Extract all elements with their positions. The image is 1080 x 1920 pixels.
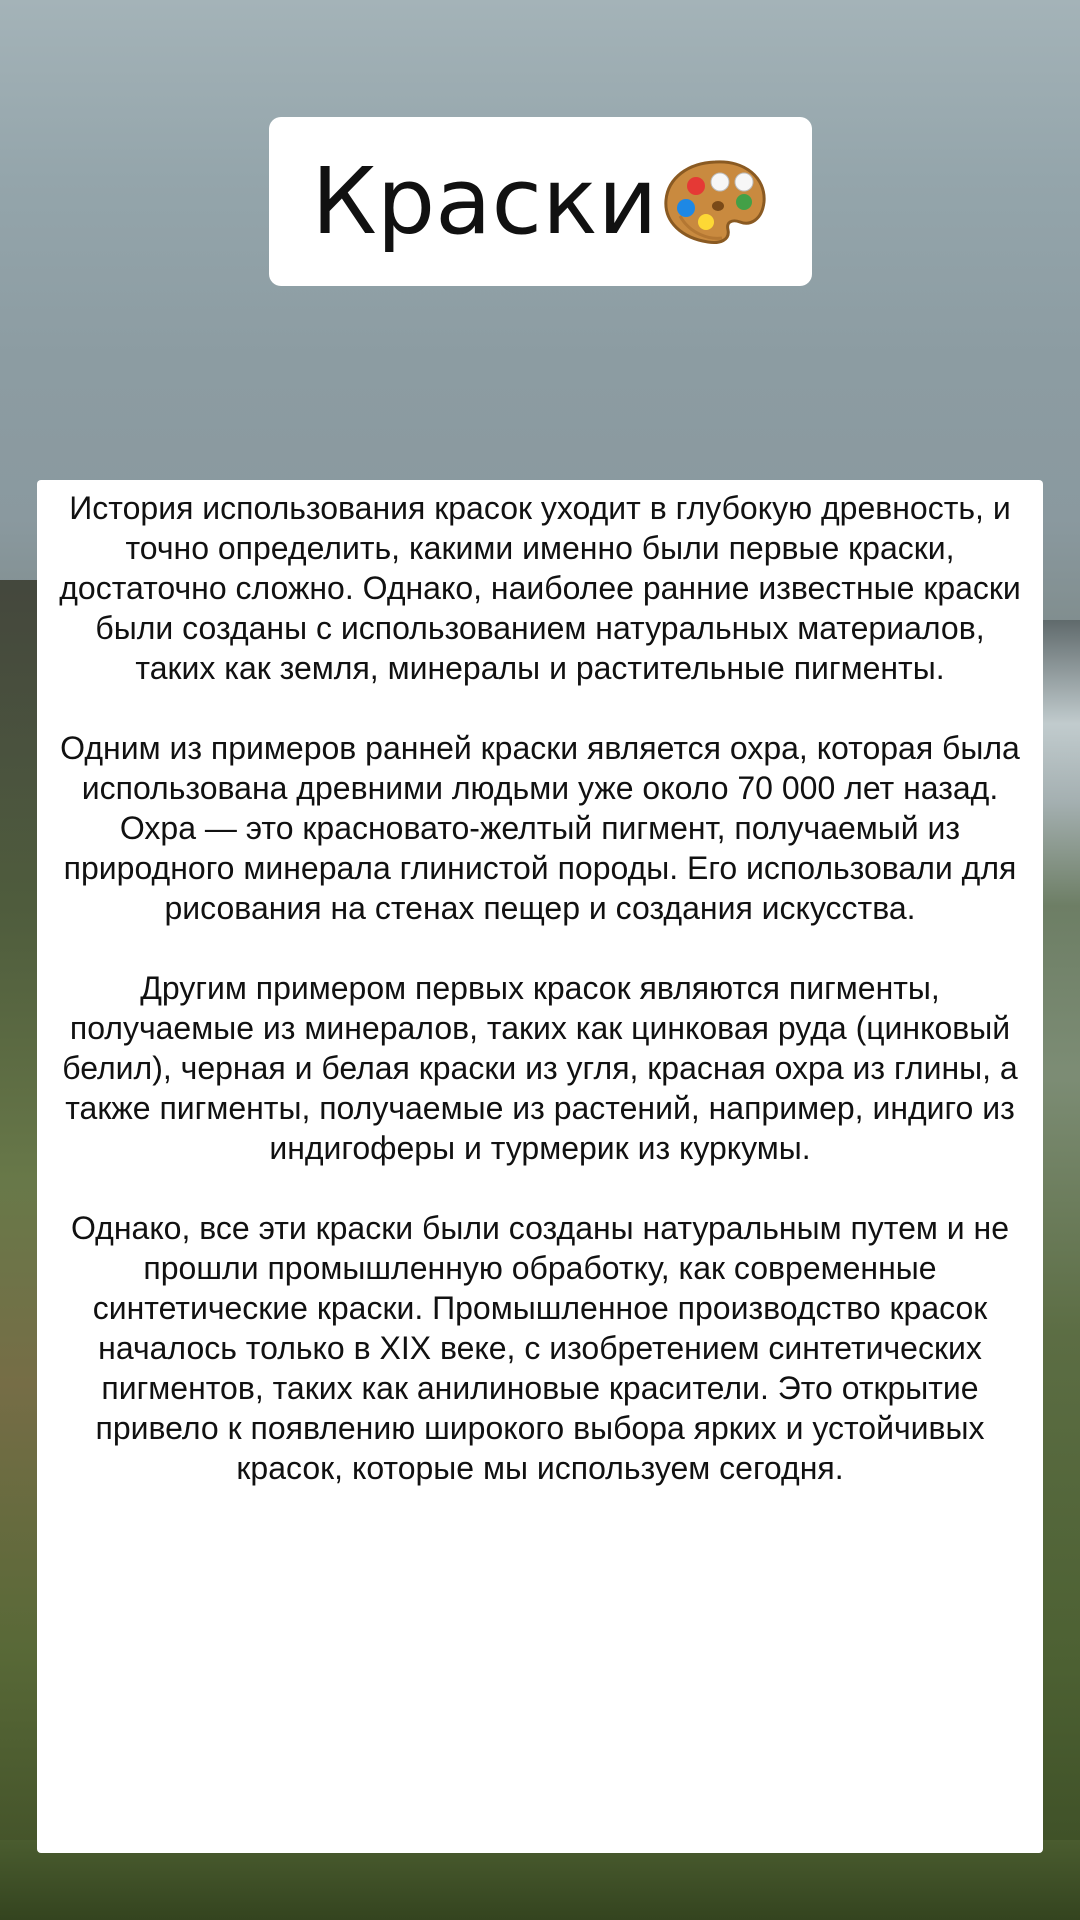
page-title: Краски bbox=[311, 147, 658, 255]
article-paragraph: Другим примером первых красок являются пигменты, получаемые из минералов, таких как цинковая руда (цинковый белил), черная и белая краски из угля, красная охра из глины, а также пигменты, получаемые из растений, например, индиго из индигоферы и турмерик из куркумы. bbox=[62, 970, 1018, 1166]
artist-palette-icon bbox=[660, 156, 770, 248]
article-paragraph: История использования красок уходит в глубокую древность, и точно определить, какими именно были первые краски, достаточно сложно. Однако, наиболее ранние известные краски были созданы с использованием натуральных материалов, таких как земля, минералы и растительные пигменты. bbox=[59, 490, 1021, 686]
article-paragraph: Одним из примеров ранней краски является охра, которая была использована древними людьми уже около 70 000 лет назад. Охра — это красновато-желтый пигмент, получаемый из природного минерала глинистой породы. Его использовали для рисования на стенах пещер и создания искусства. bbox=[60, 730, 1020, 926]
article-card bbox=[37, 480, 1043, 1853]
title-card bbox=[269, 117, 812, 286]
article-paragraph: Однако, все эти краски были созданы натуральным путем и не прошли промышленную обработку, как современные синтетические краски. Промышленное производство красок началось только в XIX веке, с изобретением синтетических пигментов, таких как анилиновые красители. Это открытие привело к появлению широкого выбора ярких и устойчивых красок, которые мы используем сегодня. bbox=[70, 1210, 1010, 1486]
